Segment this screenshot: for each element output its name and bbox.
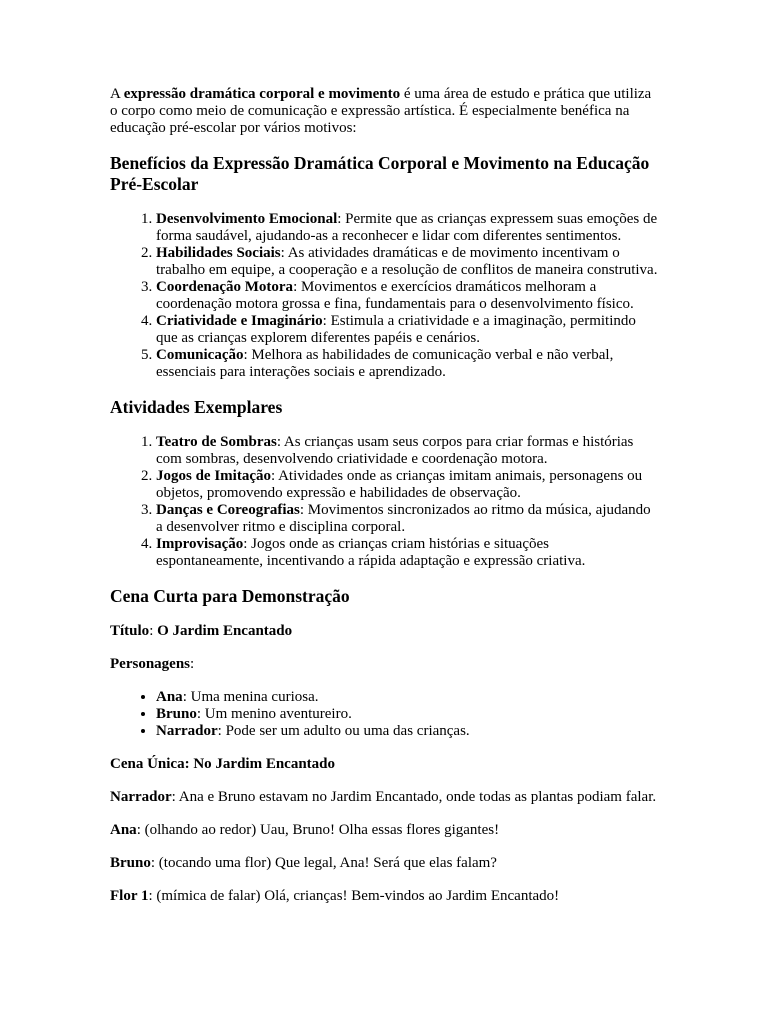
- dialogue-line: [110, 789, 658, 806]
- dialogue-text: : Ana e Bruno estavam no Jardim Encantado, onde todas as plantas podiam falar.: [171, 789, 657, 805]
- list-item-term: Habilidades Sociais: [156, 245, 281, 261]
- list-item: [156, 347, 658, 381]
- list-item-text: : Melhora as habilidades de comunicação verbal e não verbal, essenciais para interações sociais e aprendizado.: [156, 347, 614, 380]
- scene-subtitle-text: Cena Única: No Jardim Encantado: [110, 756, 336, 772]
- benefits-heading: Benefícios da Expressão Dramática Corporal e Movimento na Educação Pré-Escolar: [110, 153, 650, 194]
- characters-list: [110, 689, 658, 740]
- activities-heading: Atividades Exemplares: [110, 397, 283, 417]
- intro-bold-term: expressão dramática corporal e movimento: [123, 86, 401, 102]
- list-item-term: Coordenação Motora: [156, 279, 294, 295]
- list-item: [156, 536, 658, 570]
- characters-label-text: Personagens: [110, 656, 190, 672]
- scene-heading: Cena Curta para Demonstração: [110, 586, 350, 606]
- list-item: [156, 502, 658, 536]
- character-desc: : Pode ser um adulto ou uma das crianças.: [217, 723, 470, 739]
- list-item-text: : As crianças usam seus corpos para criar formas e histórias com sombras, desenvolvendo criatividade e coordenação motora.: [156, 434, 634, 467]
- list-item: [156, 468, 658, 502]
- list-item-text: : Atividades onde as crianças imitam animais, personagens ou objetos, promovendo expressão e habilidades de observação.: [156, 468, 643, 501]
- list-item-text: : Movimentos e exercícios dramáticos melhoram a coordenação motora grossa e fina, fundamentais para o desenvolvimento físico.: [156, 279, 634, 312]
- dialogue-line: [110, 888, 658, 905]
- characters-label-sep: :: [190, 656, 195, 672]
- dialogue-text: : (olhando ao redor) Uau, Bruno! Olha essas flores gigantes!: [136, 822, 500, 838]
- list-item-term: Danças e Coreografias: [156, 502, 300, 518]
- list-item: [156, 723, 658, 740]
- character-name: Narrador: [156, 723, 218, 739]
- list-item: [156, 313, 658, 347]
- list-item-text: : Jogos onde as crianças criam histórias e situações espontaneamente, incentivando a rápida adaptação e expressão criativa.: [156, 536, 586, 569]
- scene-title-value: O Jardim Encantado: [157, 623, 293, 639]
- list-item: [156, 211, 658, 245]
- dialogue-line: [110, 855, 658, 872]
- scene-title: [110, 623, 658, 640]
- benefits-list: [110, 211, 658, 381]
- intro-rest: é uma área de estudo e prática que utiliza o corpo como meio de comunicação e expressão artística. É especialmente benéfica na educação pré-escolar por vários motivos:: [110, 86, 652, 136]
- scene-subtitle: [110, 756, 658, 773]
- intro-paragraph: [110, 86, 658, 137]
- activities-list: [110, 434, 658, 570]
- intro-prefix: A: [110, 86, 124, 102]
- dialogue-speaker: Narrador: [110, 789, 172, 805]
- character-desc: : Um menino aventureiro.: [196, 706, 352, 722]
- dialogue-text: : (mímica de falar) Olá, crianças! Bem-vindos ao Jardim Encantado!: [148, 888, 560, 904]
- list-item: [156, 279, 658, 313]
- list-item-term: Improvisação: [156, 536, 244, 552]
- list-item-term: Jogos de Imitação: [156, 468, 271, 484]
- list-item-text: : Movimentos sincronizados ao ritmo da música, ajudando a desenvolver ritmo e disciplina corporal.: [156, 502, 651, 535]
- characters-label: [110, 656, 658, 673]
- dialogue-text: : (tocando uma flor) Que legal, Ana! Será que elas falam?: [150, 855, 497, 871]
- character-desc: : Uma menina curiosa.: [182, 689, 319, 705]
- list-item-term: Teatro de Sombras: [156, 434, 277, 450]
- list-item-term: Criatividade e Imaginário: [156, 313, 323, 329]
- scene-title-sep: :: [149, 623, 158, 639]
- dialogue-speaker: Ana: [110, 822, 137, 838]
- list-item: [156, 706, 658, 723]
- character-name: Bruno: [156, 706, 197, 722]
- list-item-term: Comunicação: [156, 347, 244, 363]
- list-item: [156, 689, 658, 706]
- dialogue-line: [110, 822, 658, 839]
- dialogue-speaker: Bruno: [110, 855, 151, 871]
- list-item-text: : As atividades dramáticas e de movimento incentivam o trabalho em equipe, a cooperação e a resolução de conflitos de maneira construtiva.: [156, 245, 658, 278]
- list-item-term: Desenvolvimento Emocional: [156, 211, 338, 227]
- character-name: Ana: [156, 689, 183, 705]
- dialogue-speaker: Flor 1: [110, 888, 149, 904]
- scene-title-label: Título: [110, 623, 150, 639]
- list-item: [156, 245, 658, 279]
- list-item-text: : Permite que as crianças expressem suas emoções de forma saudável, ajudando-as a reconhecer e lidar com diferentes sentimentos.: [156, 211, 658, 244]
- list-item: [156, 434, 658, 468]
- list-item-text: : Estimula a criatividade e a imaginação, permitindo que as crianças explorem diferentes papéis e cenários.: [156, 313, 636, 346]
